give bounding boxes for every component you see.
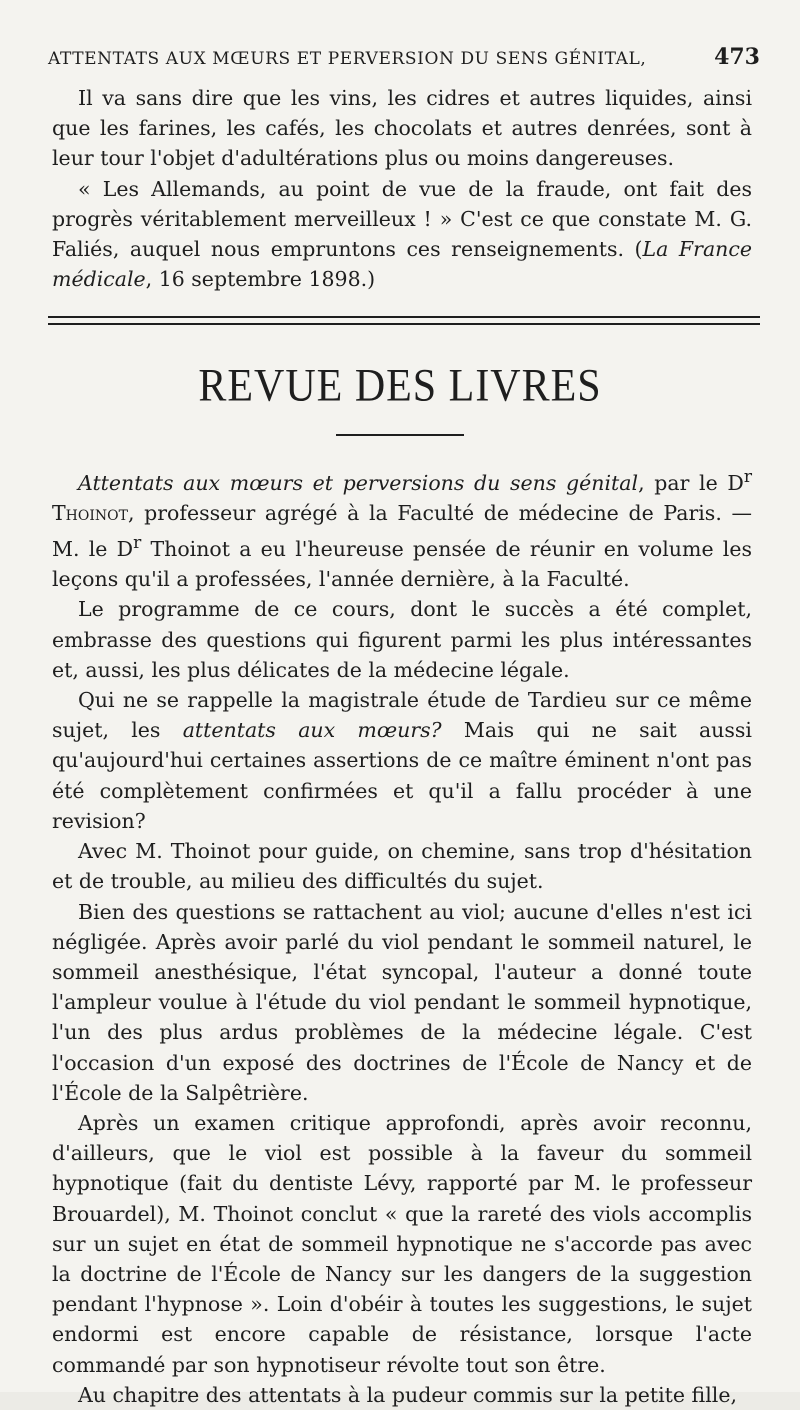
paragraph-petite-fille: Au chapitre des attentats à la pudeur commis sur la petite fille, [78, 1382, 737, 1407]
title-underline-rule [336, 434, 464, 436]
review-intro [52, 462, 752, 594]
dr-superscript-2: r [133, 533, 142, 554]
author-name: Thoinot [52, 501, 128, 526]
page-number: 473 [714, 44, 760, 70]
journal-title: La France médicale [52, 237, 752, 292]
running-title: ATTENTATS AUX MŒURS ET PERVERSION DU SENS GÉNITAL, [48, 49, 647, 69]
tardieu-text: Qui ne se rappelle la magistrale étude de Tardieu sur ce même sujet, les [52, 688, 752, 743]
paragraph-examen: Après un examen critique approfondi, après avoir reconnu, d'ailleurs, que le viol est possible à la faveur du sommeil hypnotique (fait du dentiste Lévy, rapporté par M. le professeur Brouardel), M. Thoinot conclut « que la rareté des viols accomplis sur un sujet en état de sommeil hypnotique ne s'accorde pas avec la doctrine de l'École de Nancy sur les dangers de la suggestion pendant l'hypnose ». Loin d'obéir à toutes les suggestions, le sujet endormi est encore capable de résistance, lorsque l'acte commandé par son hypnotiseur révolte tout son être. [52, 1110, 752, 1377]
tardieu-tail: Mais qui ne sait aussi qu'aujourd'hui certaines assertions de ce maître éminent n'ont pas été complètement confirmées et qu'il a fallu procéder à une revision? [52, 718, 752, 833]
tardieu-emphasis: attentats aux mœurs? [182, 718, 442, 743]
top-text-block [52, 83, 752, 294]
paragraph-viol: Bien des questions se rattachent au viol; aucune d'elles n'est ici négligée. Après avoir parlé du viol pendant le sommeil naturel, le sommeil anesthésique, l'état syncopal, l'auteur a donné toute l'ampleur voulue à l'étude du viol pendant le sommeil hypnotique, l'un des plus ardus problèmes de la médecine légale. C'est l'occasion d'un exposé des doctrines de l'École de Nancy et de l'École de la Salpêtrière. [52, 899, 752, 1105]
paragraph-fraude [52, 174, 752, 295]
paragraph-tardieu [52, 685, 752, 836]
by-text: , par le D [638, 470, 744, 495]
fraude-text: « Les Allemands, au point de vue de la fraude, ont fait des progrès véritablement merveilleux ! » C'est ce que constate M. G. Faliés, auquel nous empruntons ces renseignements. ( [52, 176, 752, 262]
fraude-date: , 16 septembre 1898.) [145, 267, 376, 292]
paragraph-programme: Le programme de ce cours, dont le succès a été complet, embrasse des questions qui figurent parmi les plus intéressantes et, aussi, les plus délicates de la médecine légale. [52, 597, 752, 682]
double-rule-bottom [48, 323, 760, 325]
section-title: REVUE DES LIVRES [198, 360, 602, 412]
running-head [48, 44, 760, 70]
intro-text: , professeur agrégé à la Faculté de médecine de Paris. — M. le D [52, 501, 752, 562]
paragraph-guide: Avec M. Thoinot pour guide, on chemine, sans trop d'hésitation et de trouble, au milieu des difficultés du sujet. [52, 839, 752, 894]
intro-tail: Thoinot a eu l'heureuse pensée de réunir en volume les leçons qu'il a professées, l'année dernière, à la Faculté. [52, 537, 752, 592]
double-rule-top [48, 316, 760, 318]
review-text-block [52, 462, 752, 1410]
dr-superscript: r [743, 467, 752, 487]
book-title: Attentats aux mœurs et perversions du sens génital [78, 470, 639, 495]
paragraph-adulterations: Il va sans dire que les vins, les cidres et autres liquides, ainsi que les farines, les cafés, les chocolats et autres denrées, sont à leur tour l'objet d'adultérations plus ou moins dangereuses. [52, 86, 752, 171]
